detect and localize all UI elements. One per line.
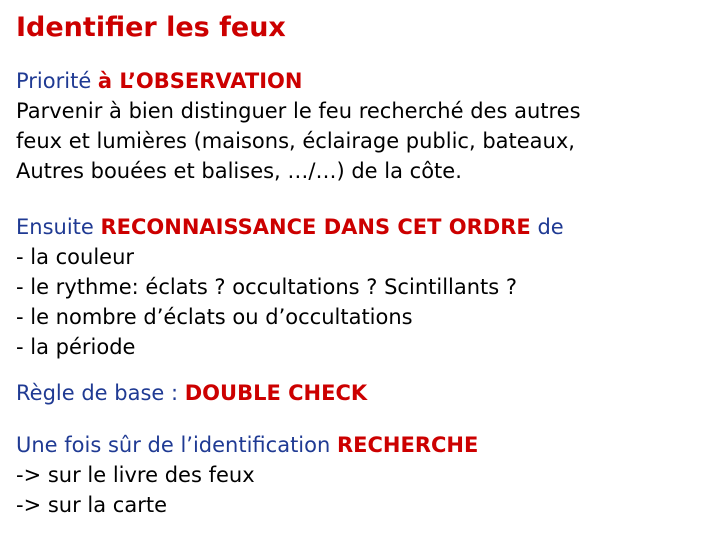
observation-emphasis: à L’OBSERVATION bbox=[97, 69, 303, 93]
rule-section bbox=[16, 378, 367, 408]
observation-line: Parvenir à bien distinguer le feu recherché des autres bbox=[16, 99, 581, 123]
observation-heading bbox=[16, 66, 581, 96]
recognition-item: - la couleur bbox=[16, 245, 135, 269]
verification-emphasis: RECHERCHE bbox=[336, 433, 479, 457]
rule-emphasis: DOUBLE CHECK bbox=[184, 381, 368, 405]
recognition-tail: de bbox=[530, 215, 564, 239]
observation-lead: Priorité bbox=[16, 69, 98, 93]
observation-line: Autres bouées et balises, …/…) de la côte. bbox=[16, 159, 462, 183]
recognition-emphasis: RECONNAISSANCE DANS CET ORDRE bbox=[100, 215, 531, 239]
recognition-section bbox=[16, 212, 564, 362]
recognition-item: - le rythme: éclats ? occultations ? Scintillants ? bbox=[16, 275, 518, 299]
verification-item: -> sur la carte bbox=[16, 493, 167, 517]
recognition-lead: Ensuite bbox=[16, 215, 101, 239]
verification-item: -> sur le livre des feux bbox=[16, 463, 255, 487]
recognition-heading bbox=[16, 212, 564, 242]
page-title: Identifier les feux bbox=[16, 12, 286, 43]
verification-heading bbox=[16, 430, 478, 460]
observation-line: feux et lumières (maisons, éclairage public, bateaux, bbox=[16, 129, 575, 153]
verification-lead: Une fois sûr de l’identification bbox=[16, 433, 337, 457]
rule-lead: Règle de base : bbox=[16, 381, 185, 405]
recognition-item: - la période bbox=[16, 335, 136, 359]
recognition-item: - le nombre d’éclats ou d’occultations bbox=[16, 305, 413, 329]
observation-section bbox=[16, 66, 581, 186]
rule-line bbox=[16, 378, 367, 408]
verification-section bbox=[16, 430, 478, 520]
